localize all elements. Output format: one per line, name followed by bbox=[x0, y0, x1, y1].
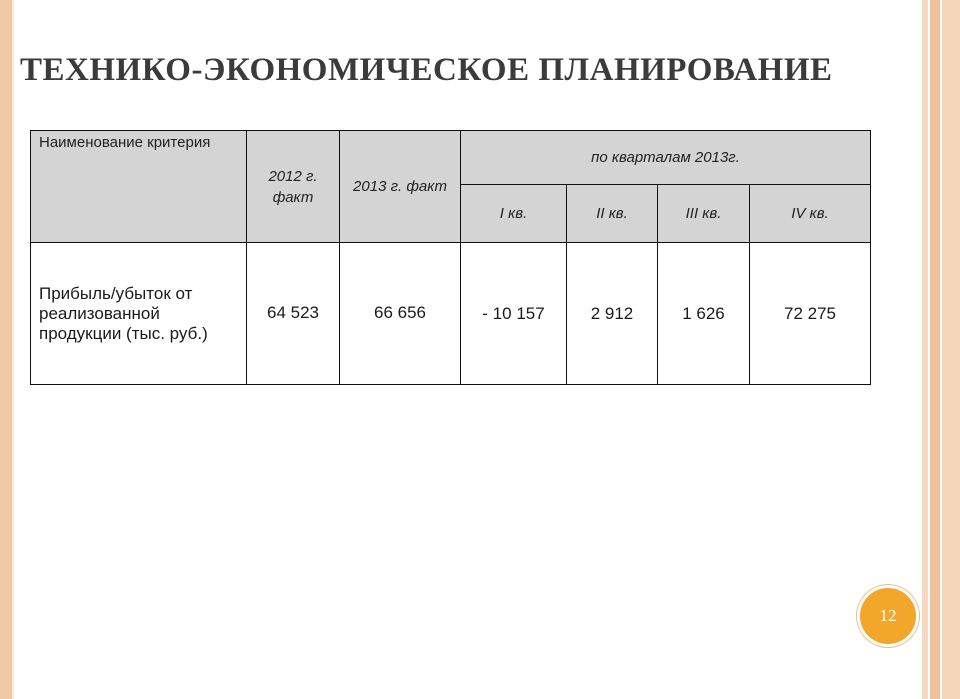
slide-title: ТЕХНИКО-ЭКОНОМИЧЕСКОЕ ПЛАНИРОВАНИЕ bbox=[20, 52, 833, 88]
right-frame-stripe-inner bbox=[922, 0, 928, 699]
value-quarter-3: 1 626 bbox=[658, 243, 750, 385]
header-quarter-3: III кв. bbox=[658, 184, 750, 242]
page-number: 12 bbox=[879, 606, 897, 625]
value-quarter-1: - 10 157 bbox=[461, 243, 567, 385]
header-quarter-1: I кв. bbox=[461, 184, 567, 242]
value-2012: 64 523 bbox=[247, 243, 340, 385]
value-2013: 66 656 bbox=[340, 243, 461, 385]
right-frame-stripe-middle bbox=[930, 0, 940, 699]
header-criterion: Наименование критерия bbox=[31, 131, 247, 243]
table-header-row bbox=[31, 131, 871, 185]
header-quarters-title: по кварталам 2013г. bbox=[461, 131, 871, 185]
header-quarter-4: IV кв. bbox=[750, 184, 871, 242]
value-quarter-2: 2 912 bbox=[567, 243, 658, 385]
planning-table bbox=[30, 130, 871, 385]
table-row bbox=[31, 243, 871, 385]
value-quarter-4: 72 275 bbox=[750, 243, 871, 385]
header-2013: 2013 г. факт bbox=[340, 131, 461, 243]
left-frame-highlight bbox=[12, 0, 14, 699]
page-number-badge bbox=[857, 585, 919, 647]
header-quarter-2: II кв. bbox=[567, 184, 658, 242]
left-frame-stripe bbox=[0, 0, 12, 699]
right-frame-stripe-outer bbox=[942, 0, 960, 699]
row-criterion-name: Прибыль/убыток от реализованной продукции (тыс. руб.) bbox=[31, 243, 247, 385]
header-2012: 2012 г. факт bbox=[247, 131, 340, 243]
